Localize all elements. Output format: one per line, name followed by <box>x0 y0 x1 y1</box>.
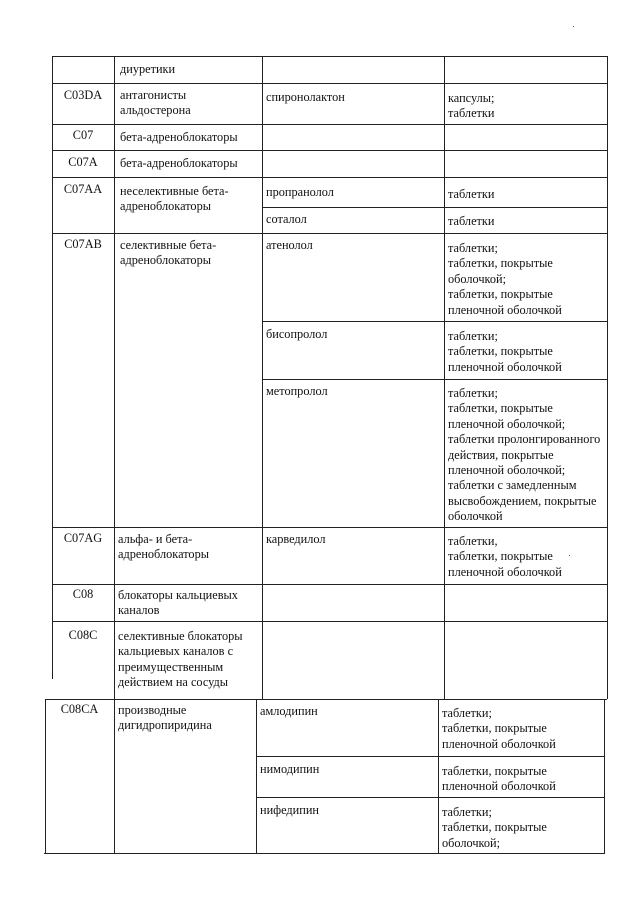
table-right-border <box>604 699 605 854</box>
row-divider <box>52 621 608 622</box>
subrow-divider <box>262 321 608 322</box>
row-divider <box>52 177 608 178</box>
table-right-border <box>607 56 608 699</box>
row-divider <box>52 124 608 125</box>
group-name: антагонисты альдостерона <box>120 88 191 118</box>
group-name: бета-адреноблокаторы <box>120 130 238 144</box>
dosage-form: таблетки; таблетки, покрытые оболочкой; <box>442 805 547 850</box>
drug-name: нифедипин <box>260 803 320 817</box>
table-top-border <box>52 56 608 57</box>
row-divider <box>52 150 608 151</box>
subrow-divider <box>262 207 608 208</box>
subrow-divider <box>256 756 605 757</box>
drug-name: нимодипин <box>260 762 320 776</box>
group-name: диуретики <box>120 62 176 76</box>
drug-name: спиронолактон <box>266 90 345 104</box>
dosage-form: таблетки; таблетки, покрытые пленочной оболочкой <box>448 329 562 374</box>
atc-code: C07 <box>72 128 94 142</box>
table-left-border <box>45 699 46 854</box>
group-name: бета-адреноблокаторы <box>120 156 238 170</box>
dosage-form: таблетки, таблетки, покрытые пленочной оболочкой <box>448 534 562 579</box>
column-divider <box>256 699 257 854</box>
column-divider <box>444 56 445 699</box>
table-bottom-border <box>44 853 605 854</box>
atc-code: C08 <box>72 587 94 601</box>
column-divider <box>114 56 115 854</box>
atc-code: C03DA <box>63 88 103 102</box>
dosage-form: капсулы; таблетки <box>448 91 495 121</box>
row-divider <box>52 83 608 84</box>
atc-code: C07AB <box>64 237 102 251</box>
atc-code: C08C <box>68 628 98 642</box>
drug-name: соталол <box>266 212 307 226</box>
row-divider <box>52 233 608 234</box>
drug-name: карведилол <box>266 532 326 546</box>
dosage-form: таблетки; таблетки, покрытые пленочной оболочкой; таблетки пролонгированного действия, покрытые пленочной оболочкой; таблетки с замедленным высвобождением, покрытые оболочкой <box>448 386 601 524</box>
dosage-form: таблетки; таблетки, покрытые пленочной оболочкой <box>442 706 556 751</box>
atc-code: C07AA <box>63 182 103 196</box>
dosage-form: таблетки, покрытые пленочной оболочкой <box>442 764 556 794</box>
dosage-form: таблетки <box>448 187 495 201</box>
column-divider <box>438 699 439 854</box>
row-divider <box>45 699 607 700</box>
dosage-form: таблетки <box>448 214 495 228</box>
group-name: селективные бета- адреноблокаторы <box>120 238 217 268</box>
group-name: альфа- и бета- адреноблокаторы <box>118 532 209 562</box>
column-divider <box>262 56 263 699</box>
atc-code: C07AG <box>63 531 103 545</box>
subrow-divider <box>256 797 605 798</box>
row-divider <box>52 584 608 585</box>
drug-name: метопролол <box>266 384 328 398</box>
scan-speck <box>569 555 570 556</box>
group-name: производные дигидропиридина <box>118 703 212 733</box>
drug-name: амлодипин <box>260 704 318 718</box>
drug-name: бисопролол <box>266 327 328 341</box>
group-name: селективные блокаторы кальциевых каналов с преимущественным действием на сосуды <box>118 629 243 690</box>
drug-name: пропранолол <box>266 185 334 199</box>
drug-name: атенолол <box>266 238 313 252</box>
group-name: блокаторы кальциевых каналов <box>118 588 238 618</box>
atc-code: C08CA <box>60 702 99 716</box>
dosage-form: таблетки; таблетки, покрытые оболочкой; таблетки, покрытые пленочной оболочкой <box>448 241 562 317</box>
row-divider <box>52 527 608 528</box>
atc-code: C07A <box>68 155 98 169</box>
scan-speck <box>573 26 574 27</box>
group-name: неселективные бета- адреноблокаторы <box>120 184 229 214</box>
subrow-divider <box>262 379 608 380</box>
